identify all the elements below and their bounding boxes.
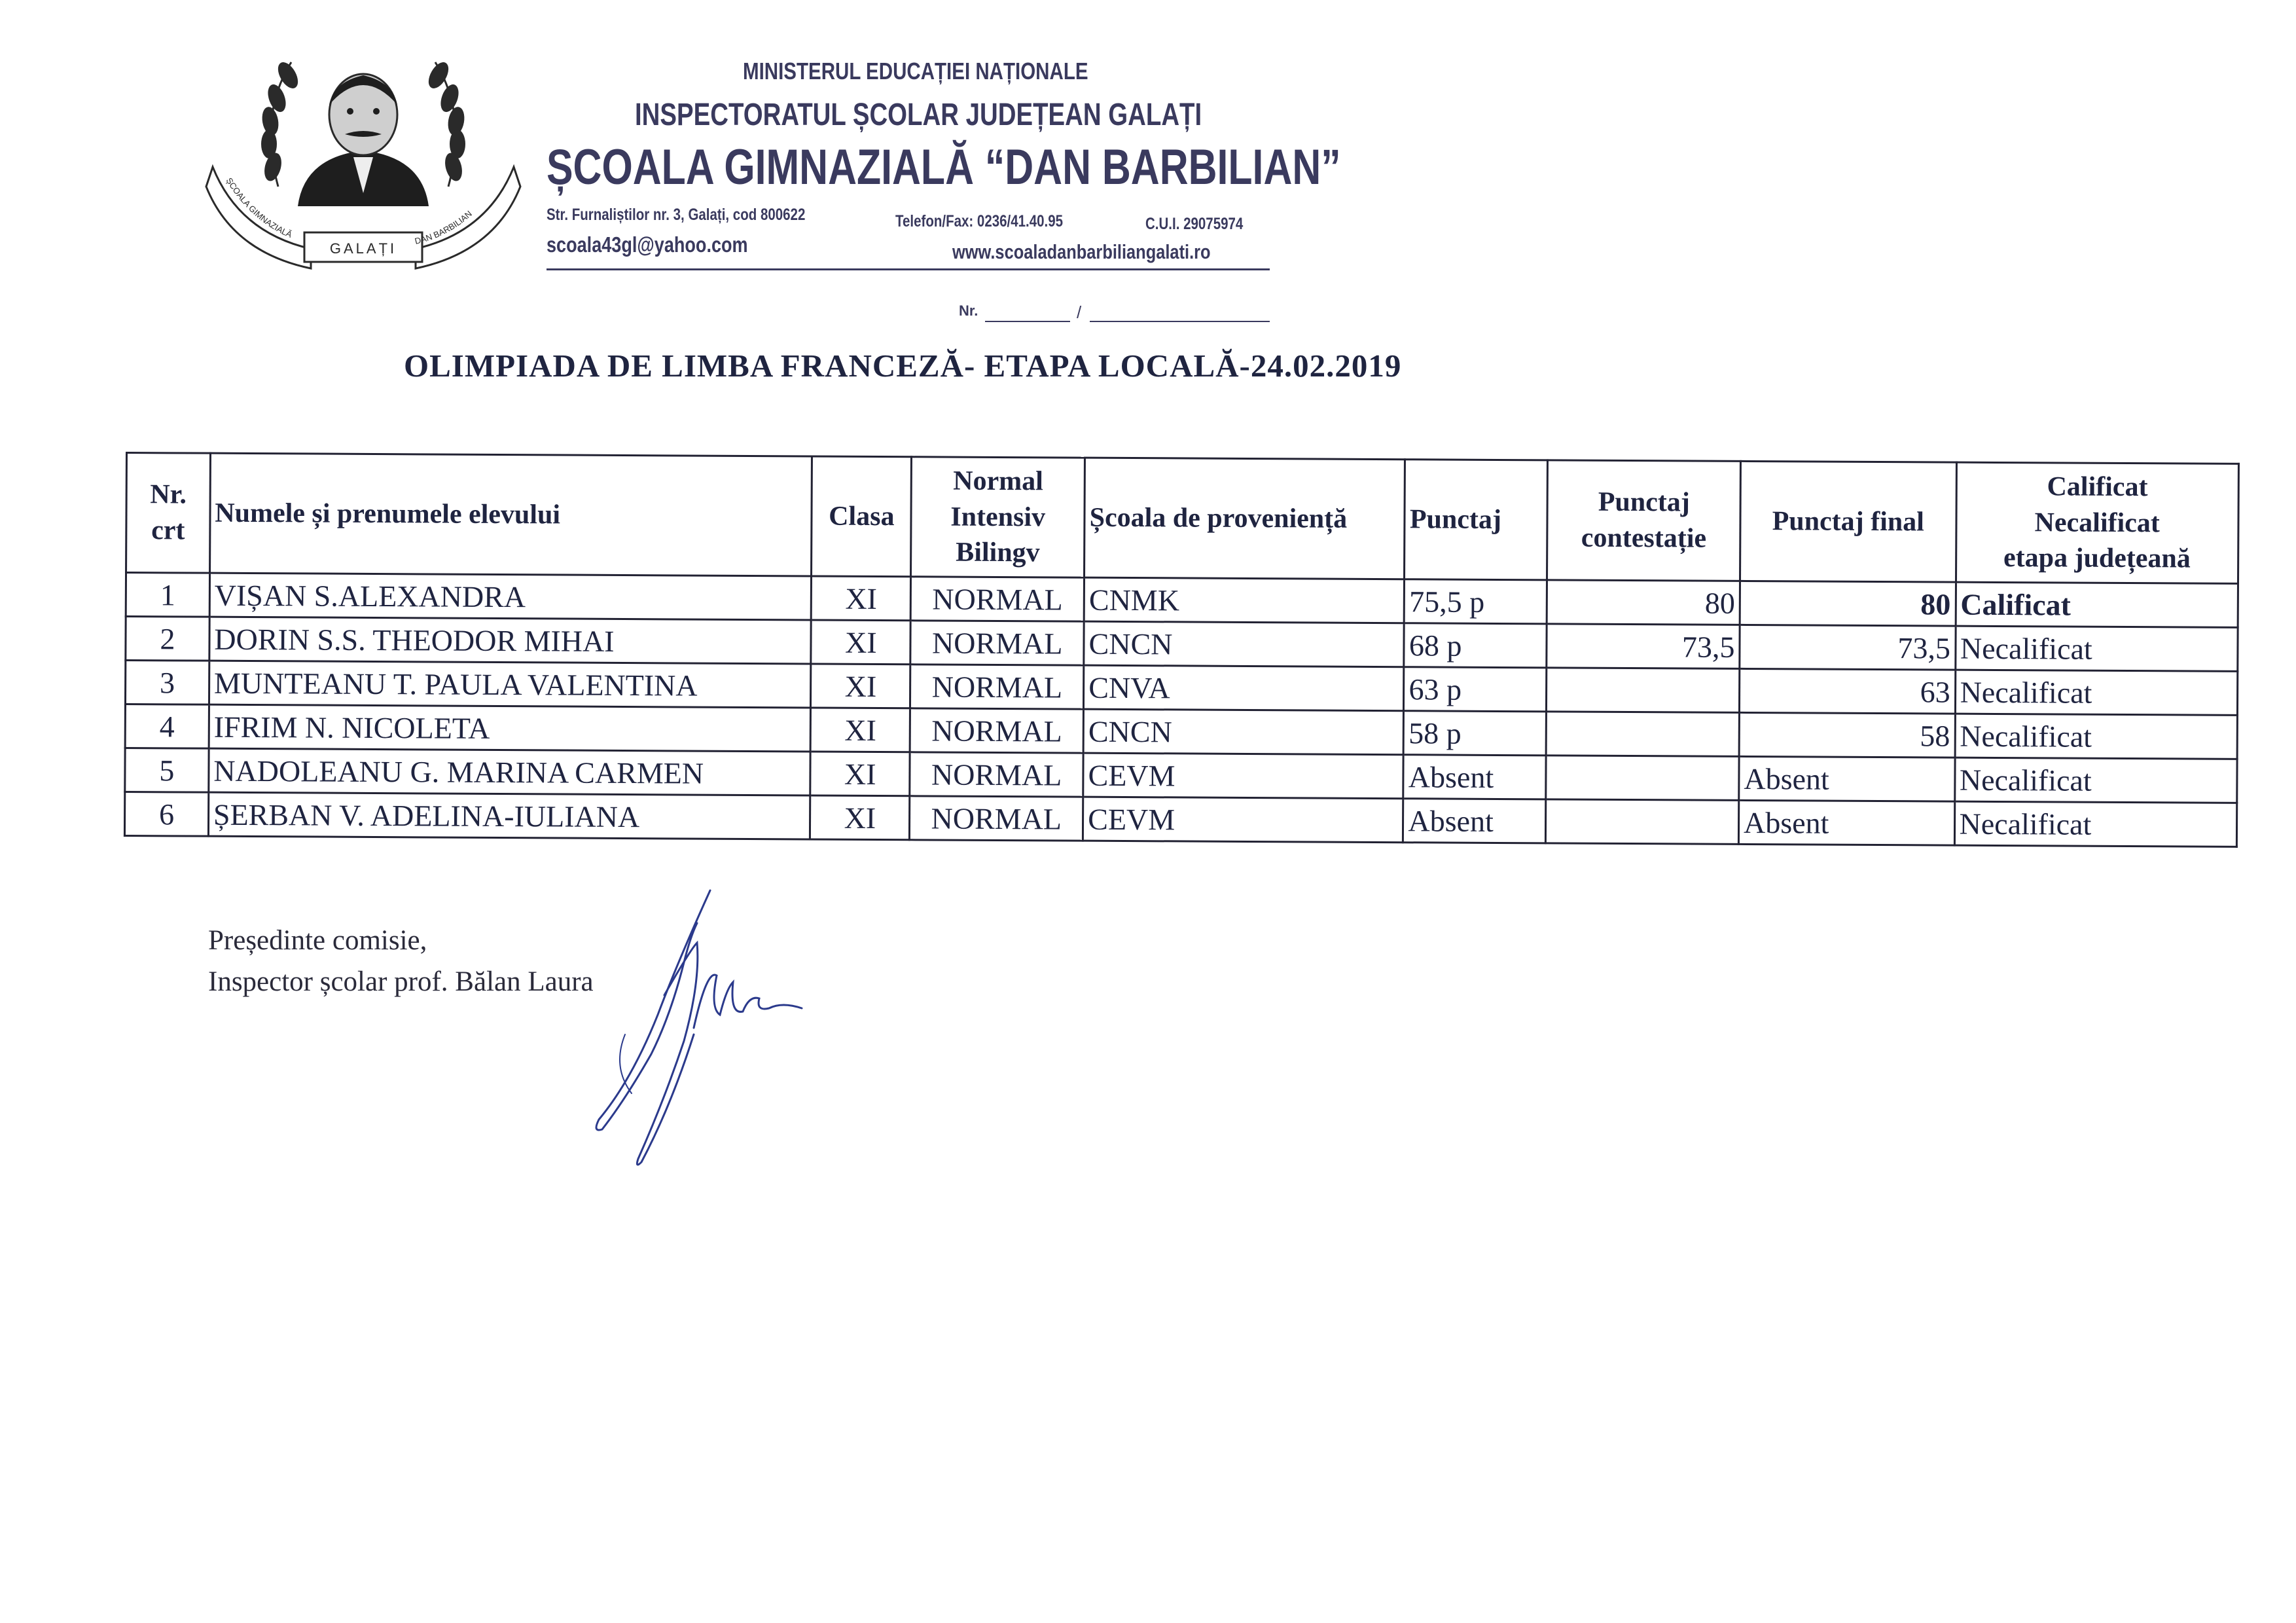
cell-scoala: CNCN <box>1083 709 1404 755</box>
cell-program: NORMAL <box>910 752 1083 797</box>
table-header-row <box>126 453 2239 584</box>
cell-punctaj: 58 p <box>1404 711 1547 756</box>
school-name: ȘCOALA GIMNAZIALĂ “DAN BARBILIAN” <box>547 139 1341 195</box>
cell-calificat: Necalificat <box>1954 757 2237 803</box>
cell-name: MUNTEANU T. PAULA VALENTINA <box>209 661 811 708</box>
cell-final: 73,5 <box>1740 625 1956 670</box>
header-nr: Nr. crt <box>126 453 211 574</box>
header-punctaj: Punctaj <box>1405 460 1548 580</box>
registration-number-field <box>959 302 1270 323</box>
cell-name: IFRIM N. NICOLETA <box>209 704 811 752</box>
school-cui: C.U.I. 29075974 <box>1145 215 1244 233</box>
cell-nr: 3 <box>125 661 209 705</box>
cell-nr: 5 <box>125 748 209 793</box>
cell-calificat: Necalificat <box>1955 626 2238 671</box>
cell-clasa: XI <box>811 664 910 708</box>
nr-separator: / <box>1077 302 1082 322</box>
cell-punctaj: 75,5 p <box>1405 579 1547 624</box>
cell-nr: 1 <box>126 573 209 617</box>
cell-punctaj: Absent <box>1403 799 1546 843</box>
cell-calificat: Calificat <box>1956 582 2238 627</box>
cell-punctaj: Absent <box>1403 755 1546 799</box>
ministry-name: MINISTERUL EDUCAȚIEI NAȚIONALE <box>743 58 1088 84</box>
svg-text:ȘCOALA GIMNAZIALĂ: ȘCOALA GIMNAZIALĂ <box>224 175 294 240</box>
header-program: Normal Intensiv Bilingv <box>911 457 1085 577</box>
header-name: Numele și prenumele elevului <box>209 453 812 576</box>
cell-clasa: XI <box>810 752 910 796</box>
school-seal-emblem <box>200 36 527 272</box>
header-clasa: Clasa <box>812 456 912 577</box>
cell-scoala: CNVA <box>1084 665 1405 711</box>
cell-final: Absent <box>1739 756 1955 801</box>
cell-program: NORMAL <box>910 708 1083 753</box>
cell-nr: 2 <box>126 617 209 661</box>
school-address: Str. Furnaliștilor nr. 3, Galați, cod 800622 <box>547 206 806 224</box>
header-calificat: Calificat Necalificat etapa județeană <box>1956 462 2238 583</box>
portrait-icon <box>298 74 429 206</box>
cell-nr: 6 <box>124 792 208 837</box>
inspectorate-name: INSPECTORATUL ȘCOLAR JUDEȚEAN GALAȚI <box>635 98 1202 132</box>
cell-program: NORMAL <box>910 621 1084 665</box>
cell-contestatie <box>1546 756 1739 801</box>
svg-text:GALAȚI: GALAȚI <box>329 240 397 257</box>
inspector-name: Inspector școlar prof. Bălan Laura <box>208 966 594 997</box>
cell-clasa: XI <box>810 795 910 840</box>
cell-contestatie <box>1546 799 1739 845</box>
nr-label: Nr. <box>959 302 978 319</box>
cell-contestatie: 80 <box>1547 580 1740 625</box>
date-blank <box>1090 321 1270 322</box>
cell-scoala: CEVM <box>1083 797 1404 843</box>
cell-name: DORIN S.S. THEODOR MIHAI <box>209 617 812 664</box>
cell-program: NORMAL <box>910 577 1084 621</box>
cell-scoala: CEVM <box>1083 753 1404 799</box>
cell-calificat: Necalificat <box>1955 714 2238 759</box>
cell-final: 63 <box>1739 668 1955 714</box>
cell-name: ȘERBAN V. ADELINA-IULIANA <box>208 792 810 839</box>
committee-president-label: Președinte comisie, <box>208 925 427 956</box>
cell-final: 58 <box>1739 712 1955 757</box>
header-scoala: Școala de proveniență <box>1085 458 1405 579</box>
cell-nr: 4 <box>125 704 209 749</box>
cell-scoala: CNMK <box>1084 577 1405 623</box>
cell-final: 80 <box>1740 581 1956 626</box>
cell-clasa: XI <box>811 620 910 665</box>
handwritten-signature-icon <box>586 884 821 1178</box>
cell-final: Absent <box>1738 800 1954 845</box>
cell-punctaj: 68 p <box>1404 623 1547 668</box>
cell-program: NORMAL <box>910 665 1084 709</box>
nr-blank <box>985 321 1070 322</box>
header-final: Punctaj final <box>1740 461 1956 582</box>
svg-text:DAN BARBILIAN: DAN BARBILIAN <box>414 208 474 246</box>
document-title: OLIMPIADA DE LIMBA FRANCEZĂ- ETAPA LOCALĂ-24.02.2019 <box>404 348 1402 384</box>
school-website: www.scoaladanbarbiliangalati.ro <box>952 240 1211 263</box>
cell-name: NADOLEANU G. MARINA CARMEN <box>209 748 811 795</box>
header-contestatie: Punctaj contestație <box>1547 460 1741 581</box>
cell-contestatie <box>1547 668 1740 713</box>
cell-contestatie: 73,5 <box>1547 624 1740 669</box>
letterhead-divider <box>547 268 1270 270</box>
cell-scoala: CNCN <box>1084 621 1405 667</box>
cell-clasa: XI <box>812 576 911 621</box>
cell-punctaj: 63 p <box>1404 667 1547 712</box>
cell-clasa: XI <box>811 708 910 752</box>
cell-calificat: Necalificat <box>1955 670 2238 715</box>
school-email: scoala43gl@yahoo.com <box>547 232 748 257</box>
cell-name: VIȘAN S.ALEXANDRA <box>209 573 812 620</box>
cell-program: NORMAL <box>910 796 1083 841</box>
cell-calificat: Necalificat <box>1954 801 2237 847</box>
cell-contestatie <box>1546 712 1739 757</box>
results-table <box>124 452 2240 848</box>
school-phone: Telefon/Fax: 0236/41.40.95 <box>895 212 1064 230</box>
